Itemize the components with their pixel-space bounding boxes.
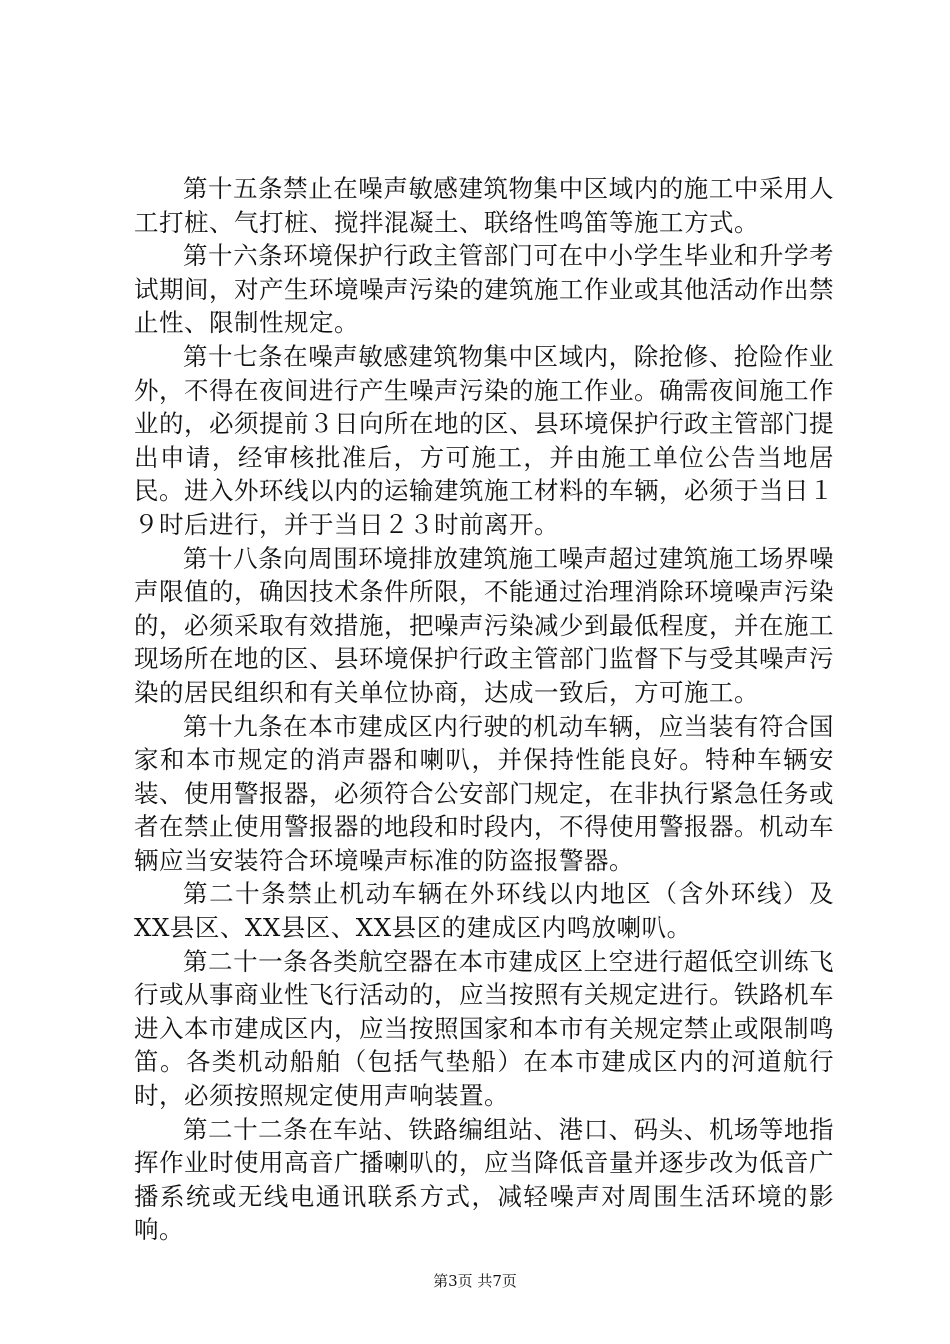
article-21-paragraph: 第二十一条各类航空器在本市建成区上空进行超低空训练飞行或从事商业性飞行活动的，应当按照有关规定进行。铁路机车进入本市建成区内，应当按照国家和本市有关规定禁止或限制鸣笛。各类机动船舶（包括气垫船）在本市建成区内的河道航行时，必须按照规定使用声响装置。: [134, 946, 834, 1111]
page-number-footer: 第3页 共7页: [433, 1272, 517, 1290]
article-18-paragraph: 第十八条向周围环境排放建筑施工噪声超过建筑施工场界噪声限值的，确因技术条件所限，不能通过治理消除环境噪声污染的，必须采取有效措施，把噪声污染减少到最低程度，并在施工现场所在地的区、县环境保护行政主管部门监督下与受其噪声污染的居民组织和有关单位协商，达成一致后，方可施工。: [134, 543, 834, 707]
article-17-paragraph: 第十七条在噪声敏感建筑物集中区域内，除抢修、抢险作业外，不得在夜间进行产生噪声污染的施工作业。确需夜间施工作业的，必须提前３日向所在地的区、县环境保护行政主管部门提出申请，经审核批准后，方可施工，并由施工单位公告当地居民。进入外环线以内的运输建筑施工材料的车辆，必须于当日１９时后进行，并于当日２３时前离开。: [134, 341, 834, 539]
article-15-paragraph: 第十五条禁止在噪声敏感建筑物集中区域内的施工中采用人工打桩、气打桩、搅拌混凝土、联络性鸣笛等施工方式。: [134, 174, 834, 237]
article-16-paragraph: 第十六条环境保护行政主管部门可在中小学生毕业和升学考试期间，对产生环境噪声污染的建筑施工作业或其他活动作出禁止性、限制性规定。: [134, 241, 834, 338]
article-19-paragraph: 第十九条在本市建成区内行驶的机动车辆，应当装有符合国家和本市规定的消声器和喇叭，并保持性能良好。特种车辆安装、使用警报器，必须符合公安部门规定，在非执行紧急任务或者在禁止使用警报器的地段和时段内，不得使用警报器。机动车辆应当安装符合环境噪声标准的防盗报警器。: [134, 711, 834, 875]
article-22-paragraph: 第二十二条在车站、铁路编组站、港口、码头、机场等地指挥作业时使用高音广播喇叭的，应当降低音量并逐步改为低音广播系统或无线电通讯联系方式，减轻噪声对周围生活环境的影响。: [134, 1114, 834, 1245]
document-body: [134, 172, 834, 1247]
article-20-paragraph: 第二十条禁止机动车辆在外环线以内地区（含外环线）及XX县区、XX县区、XX县区的建成区内鸣放喇叭。: [134, 879, 834, 943]
